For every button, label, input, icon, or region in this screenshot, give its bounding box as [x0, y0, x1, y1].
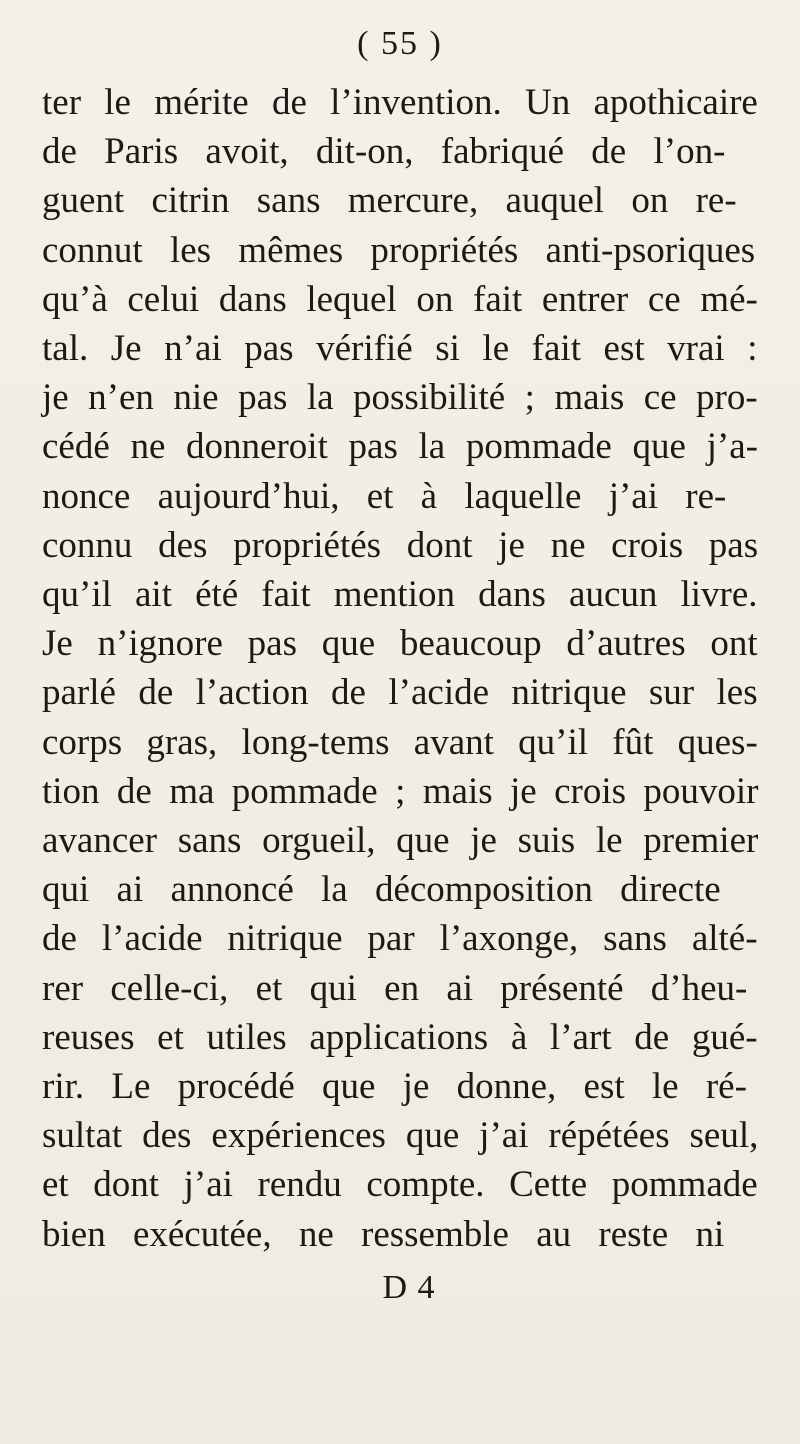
text-line: cédé ne donneroit pas la pommade que j’a- [42, 426, 758, 467]
text-line: guent citrin sans mercure, auquel on re- [42, 180, 737, 221]
text-line: reuses et utiles applications à l’art de gué- [42, 1017, 758, 1058]
text-line: qui ai annoncé la décomposition directe [42, 869, 721, 910]
text-line: de l’acide nitrique par l’axonge, sans alté- [42, 918, 758, 959]
text-line: qu’il ait été fait mention dans aucun livre. [42, 574, 758, 615]
text-line: de Paris avoit, dit-on, fabriqué de l’on- [42, 131, 726, 172]
text-line: rer celle-ci, et qui en ai présenté d’heu- [42, 968, 748, 1009]
signature-mark: D 4 [382, 1269, 436, 1306]
text-line: ter le mérite de l’invention. Un apothicaire [42, 82, 758, 123]
text-line: sultat des expériences que j’ai répétées seul, [42, 1115, 759, 1156]
text-line: avancer sans orgueil, que je suis le premier [42, 820, 759, 861]
text-line: et dont j’ai rendu compte. Cette pommade [42, 1164, 758, 1205]
text-line: qu’à celui dans lequel on fait entrer ce mé- [42, 279, 758, 320]
text-line: corps gras, long-tems avant qu’il fût ques- [42, 722, 758, 763]
text-line: connut les mêmes propriétés anti-psoriques [42, 230, 756, 271]
text-line: rir. Le procédé que je donne, est le ré- [42, 1066, 747, 1107]
text-line: je n’en nie pas la possibilité ; mais ce pro- [42, 377, 758, 418]
text-line: tion de ma pommade ; mais je crois pouvoir [42, 771, 759, 812]
page-number: ( 55 ) [357, 25, 443, 62]
text-line: tal. Je n’ai pas vérifié si le fait est vrai : [42, 328, 758, 369]
text-line: parlé de l’action de l’acide nitrique sur les [42, 672, 758, 713]
text-line: Je n’ignore pas que beaucoup d’autres ont [42, 623, 758, 664]
text-line: nonce aujourd’hui, et à laquelle j’ai re- [42, 476, 727, 517]
text-line: bien exécutée, ne ressemble au reste ni [42, 1214, 725, 1255]
text-line: connu des propriétés dont je ne crois pas [42, 525, 759, 566]
